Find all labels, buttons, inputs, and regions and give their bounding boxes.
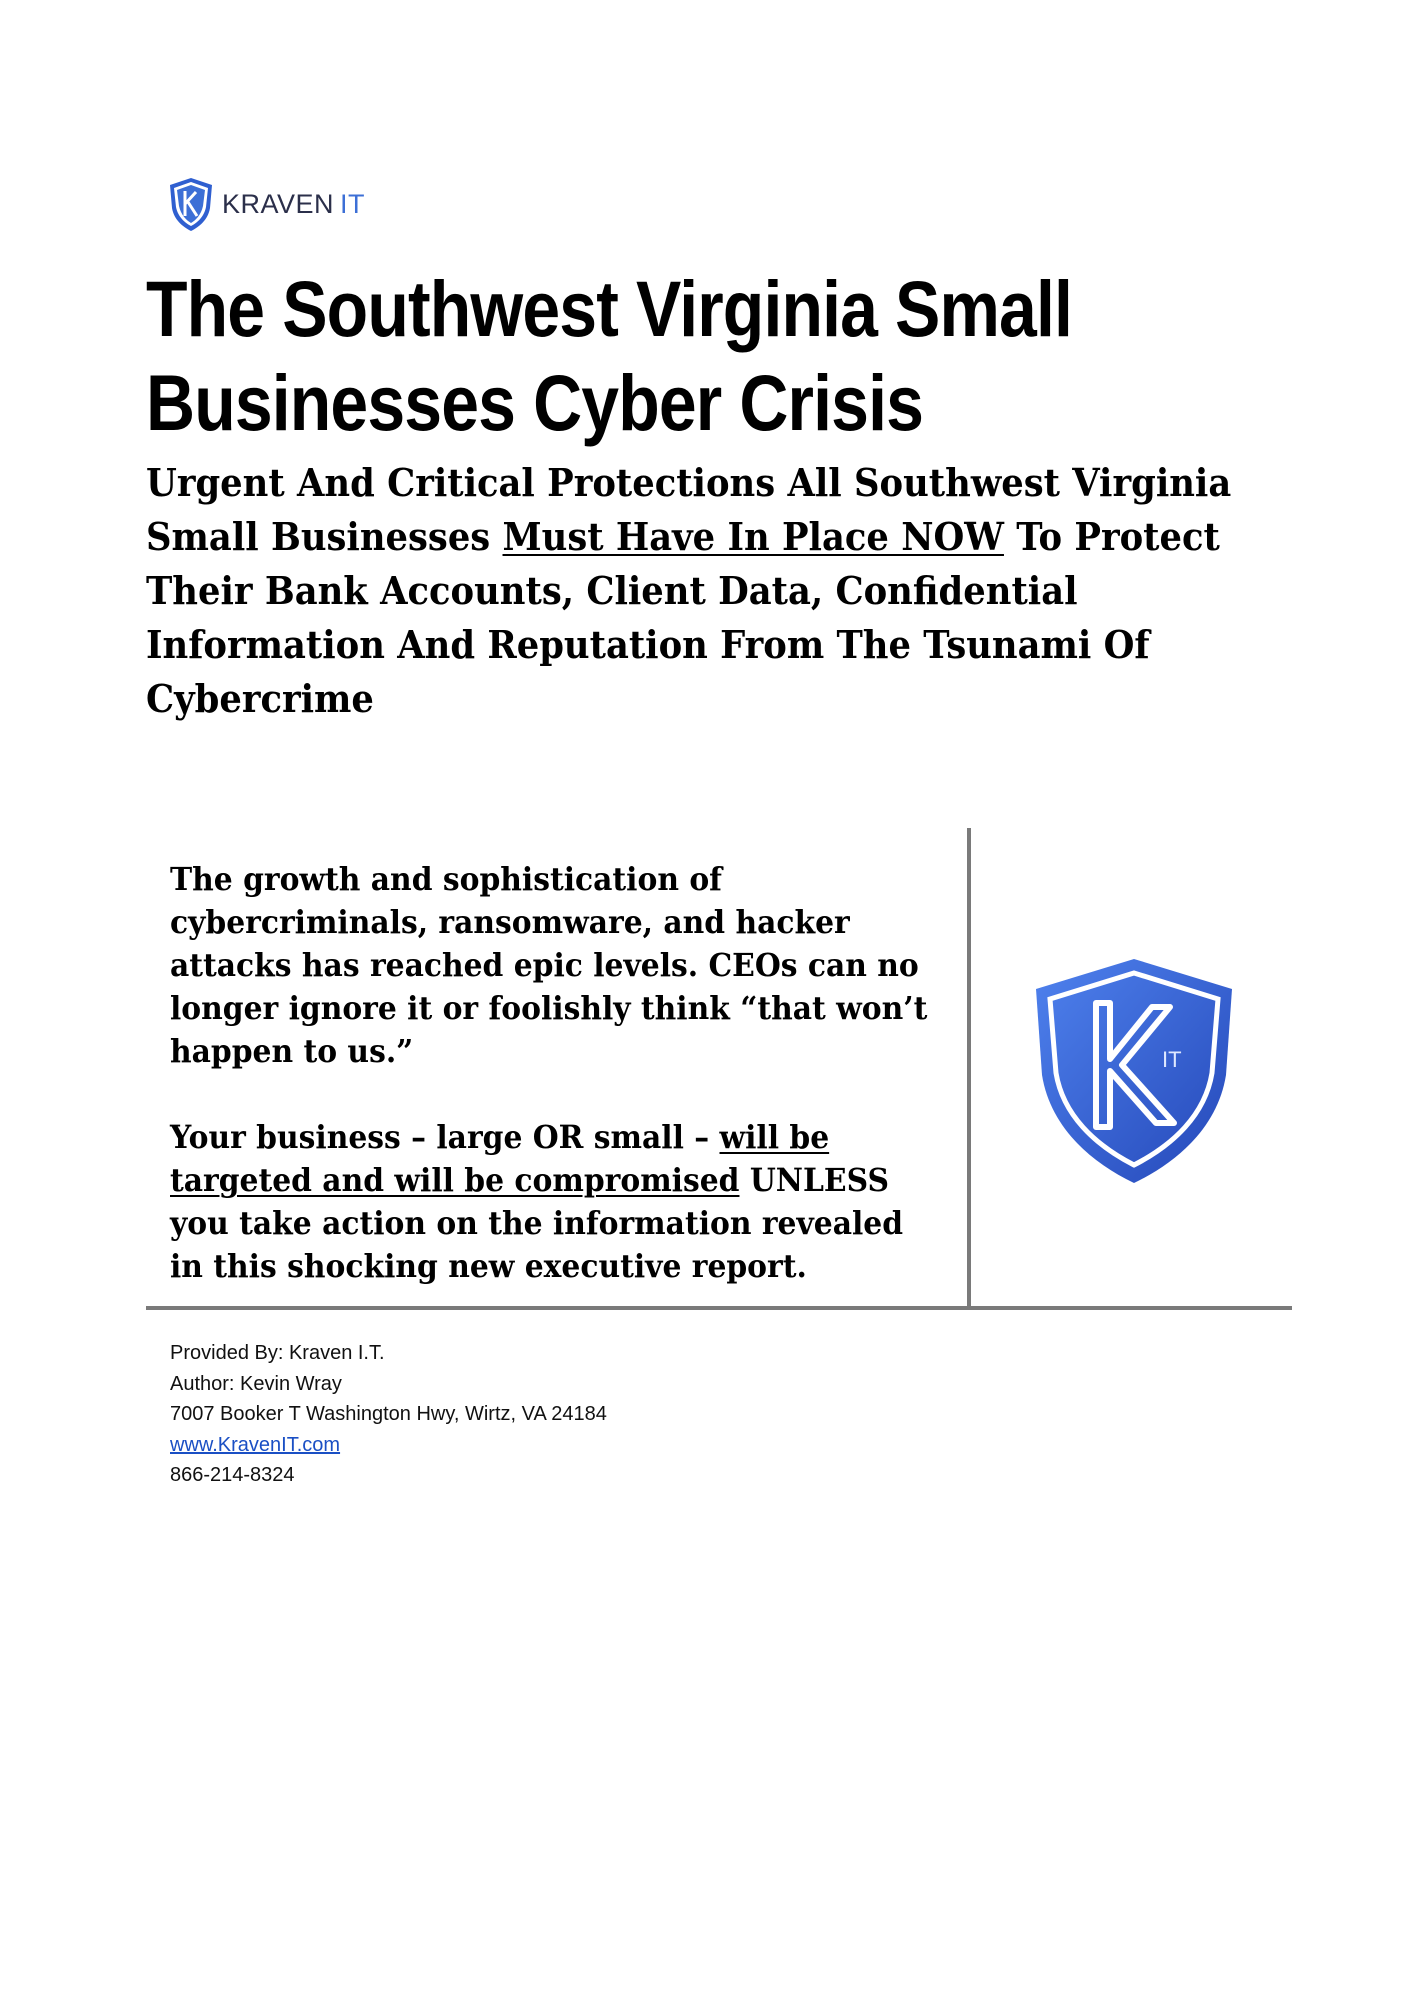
large-shield-logo — [1030, 955, 1238, 1192]
callout-text — [170, 858, 928, 1288]
subtitle-line-4: Information And Reputation From The Tsunami Of — [146, 622, 1150, 667]
subtitle-line-1: Urgent And Critical Protections All Southwest Virginia — [146, 460, 1232, 505]
logo-wordmark: KRAVEN IT — [222, 188, 366, 219]
callout-p2-line-3: you take action on the information revealed — [170, 1204, 904, 1242]
callout-p2-line-1: Your business – large OR small – will be — [170, 1118, 830, 1156]
address: 7007 Booker T Washington Hwy, Wirtz, VA 24184 — [170, 1403, 607, 1425]
website-link[interactable]: www.KravenIT.com — [170, 1433, 341, 1456]
provided-by: Provided By: Kraven I.T. — [170, 1342, 385, 1364]
callout-p1-line-1: The growth and sophistication of — [170, 860, 722, 898]
subtitle — [146, 456, 1232, 726]
author: Author: Kevin Wray — [170, 1372, 342, 1395]
phone: 866-214-8324 — [170, 1464, 295, 1486]
callout-p1-line-5: happen to us.” — [170, 1032, 414, 1070]
callout-p1-line-2: cybercriminals, ransomware, and hacker — [170, 903, 850, 941]
title-line-2: Businesses Cyber Crisis — [146, 358, 924, 447]
shield-logo-icon — [168, 176, 214, 232]
subtitle-emphasis: Must Have In Place NOW — [502, 514, 1004, 559]
callout-p1-line-3: attacks has reached epic levels. CEOs can no — [170, 946, 919, 984]
header-logo — [168, 176, 365, 232]
subtitle-line-5: Cybercrime — [146, 676, 374, 721]
page-title — [146, 262, 1144, 450]
callout-p2-line-4: in this shocking new executive report. — [170, 1247, 807, 1285]
shield-badge-text: IT — [1162, 1047, 1182, 1072]
callout-p1-line-4: longer ignore it or foolishly think “that won’t — [170, 989, 928, 1027]
title-line-1: The Southwest Virginia Small — [146, 264, 1073, 353]
horizontal-divider — [146, 1306, 1292, 1310]
footer-info — [170, 1338, 607, 1491]
shield-icon — [1030, 955, 1238, 1187]
subtitle-line-3: Their Bank Accounts, Client Data, Confidential — [146, 568, 1078, 613]
callout-p2-line-2: targeted and will be compromised UNLESS — [170, 1161, 889, 1199]
vertical-divider — [967, 828, 971, 1308]
subtitle-line-2: Small Businesses Must Have In Place NOW To Protect — [146, 514, 1220, 559]
